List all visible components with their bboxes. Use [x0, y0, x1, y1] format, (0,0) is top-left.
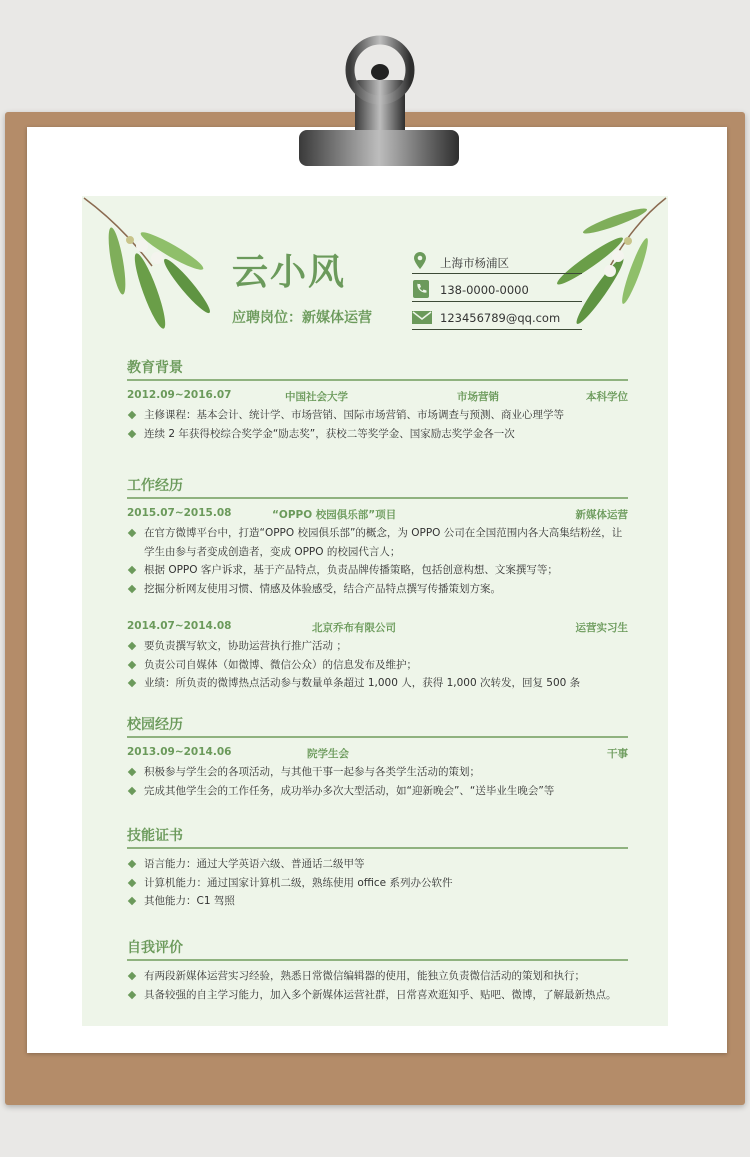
target-position: 应聘岗位：新媒体运营: [232, 310, 372, 326]
bullet-item: 主修课程：基本会计、统计学、市场营销、国际市场营销、市场调查与预测、商业心理学等: [127, 406, 628, 425]
entry-header: [127, 505, 628, 524]
entry-organization: “OPPO 校园俱乐部”项目: [272, 509, 397, 521]
entry-header: [127, 744, 628, 763]
entry-organization: 院学生会: [307, 748, 349, 760]
bullet-item: 积极参与学生会的各项活动，与其他干事一起参与各类学生活动的策划；: [127, 763, 628, 782]
eucalyptus-leaves-left-icon: [82, 196, 227, 341]
entry-header: [127, 387, 628, 406]
entry-header: [127, 618, 628, 637]
bullet-item: 业绩：所负责的微博热点活动参与数量单条超过 1,000 人，获得 1,000 次转发，回复 500 条: [127, 674, 628, 693]
phone-icon: [412, 280, 432, 298]
section-title: 工作经历: [127, 478, 183, 494]
entry-role: 干事: [607, 748, 628, 760]
entry-role: 运营实习生: [575, 622, 628, 634]
section-divider: [127, 379, 628, 381]
bullet-item: 有两段新媒体运营实习经验，熟悉日常微信编辑器的使用，能独立负责微信活动的策划和执行；: [127, 967, 628, 986]
bullet-item: 计算机能力：通过国家计算机二级，熟练使用 office 系列办公软件: [127, 874, 628, 893]
mail-icon: [412, 308, 432, 326]
candidate-name: 云小风: [232, 252, 347, 293]
section-divider: [127, 736, 628, 738]
bullet-item: 具备较强的自主学习能力，加入多个新媒体运营社群，日常喜欢逛知乎、贴吧、微博，了解最新热点。: [127, 986, 628, 1005]
entry-role: 本科学位: [586, 391, 628, 403]
bullet-item: 根据 OPPO 客户诉求，基于产品特点，负责品牌传播策略，包括创意构想、文案撰写等；: [127, 561, 628, 580]
entry-role: 新媒体运营: [575, 509, 628, 521]
bullet-item: 挖掘分析网友使用习惯、情感及体验感受，结合产品特点撰写传播策划方案。: [127, 580, 628, 599]
section-title: 校园经历: [127, 717, 183, 733]
entry-organization: 北京乔布有限公司: [312, 622, 396, 634]
section-1: [127, 357, 628, 443]
section-title: 自我评价: [127, 940, 183, 956]
section-3: [127, 714, 628, 800]
binder-clip-icon: [297, 25, 461, 170]
bullet-item: 连续 2 年获得校综合奖学金“励志奖”，获校二等奖学金、国家励志奖学金各一次: [127, 425, 628, 444]
bullet-item: 语言能力：通过大学英语六级、普通话二级甲等: [127, 855, 628, 874]
bullet-item: 在官方微博平台中，打造“OPPO 校园俱乐部”的概念，为 OPPO 公司在全国范围内各大高集结粉丝，让学生由参与者变成创造者，变成 OPPO 的校园代言人；: [127, 524, 628, 561]
contact-email: 123456789@qq.com: [412, 308, 582, 330]
entry-date: 2015.07~2015.08: [127, 507, 232, 519]
section-4: [127, 825, 628, 911]
section-5: [127, 937, 628, 1004]
section-divider: [127, 497, 628, 499]
bullet-item: 要负责撰写软文，协助运营执行推广活动 ；: [127, 637, 628, 656]
entry-major: 市场营销: [457, 391, 499, 403]
contact-phone: 138-0000-0000: [412, 280, 582, 302]
bullet-item: 完成其他学生会的工作任务，成功举办多次大型活动，如“迎新晚会”、“送毕业生晚会”等: [127, 782, 628, 801]
entry-organization: 中国社会大学: [285, 391, 348, 403]
entry-date: 2013.09~2014.06: [127, 746, 232, 758]
entry-date: 2014.07~2014.08: [127, 620, 232, 632]
bullet-item: 负责公司自媒体（如微博、微信公众）的信息发布及维护；: [127, 656, 628, 675]
contact-address: 上海市杨浦区: [412, 252, 582, 274]
bullet-item: 其他能力：C1 驾照: [127, 892, 628, 911]
entry-gap: [127, 598, 628, 612]
entry-date: 2012.09~2016.07: [127, 389, 232, 401]
section-title: 教育背景: [127, 360, 183, 376]
section-2: [127, 475, 628, 693]
location-pin-icon: [412, 252, 432, 270]
section-title: 技能证书: [127, 828, 183, 844]
